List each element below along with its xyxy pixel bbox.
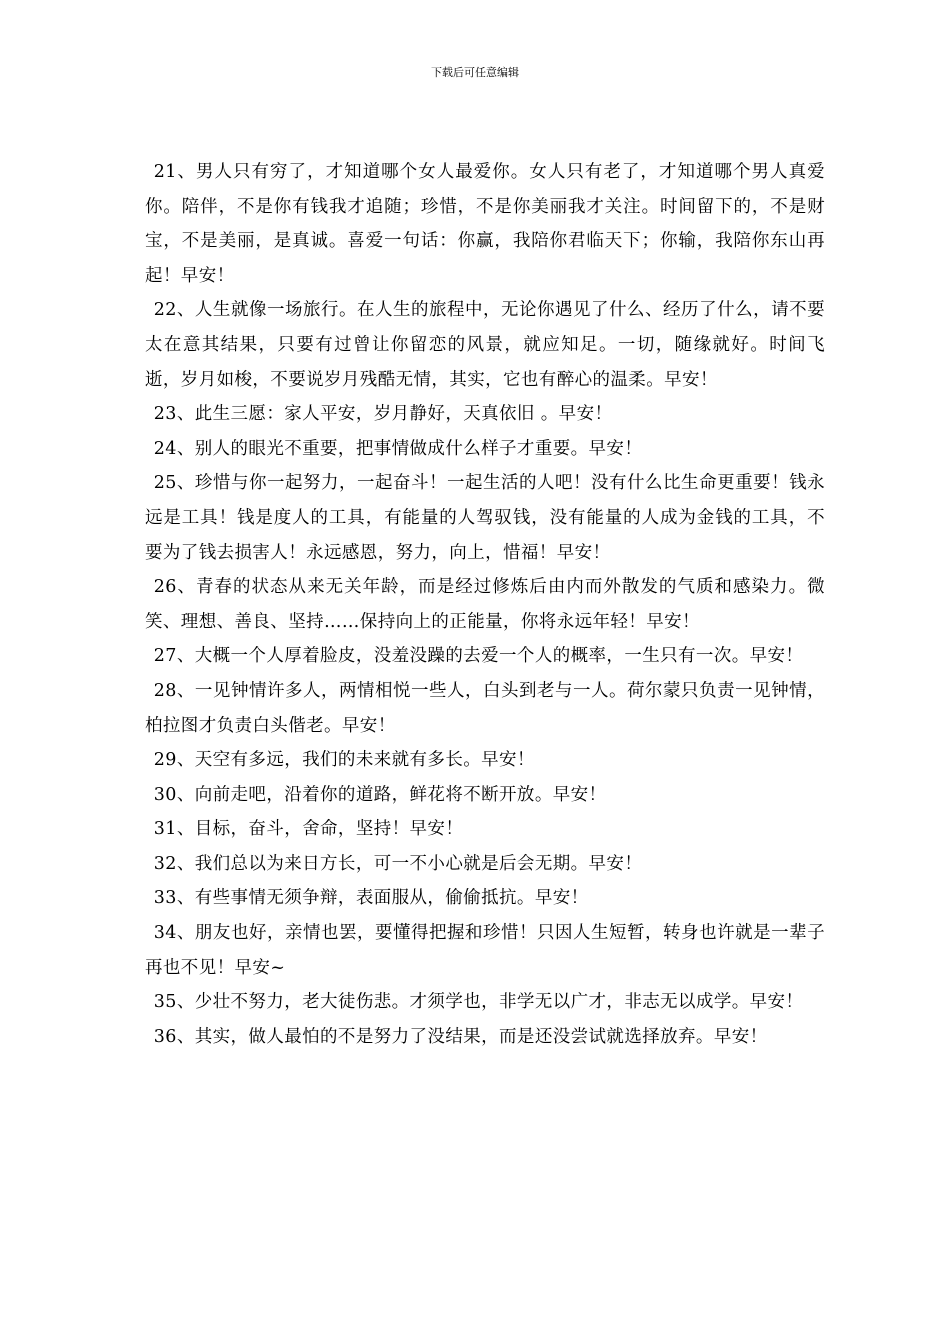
- paragraph-32: 32、我们总以为来日方长，可一不小心就是后会无期。早安！: [153, 853, 643, 874]
- paragraph-35: 35、少壮不努力，老大徒伤悲。才须学也，非学无以广才，非志无以成学。早安！: [153, 992, 804, 1013]
- paragraph-33: 33、有些事情无须争辩，表面服从，偷偷抵抗。早安！: [153, 888, 589, 909]
- paragraph-31: 31、目标，奋斗，舍命，坚持！早安！: [153, 819, 464, 840]
- paragraph-22: 22、人生就像一场旅行。在人生的旅程中，无论你遇见了什么、经历了什么，请不要太在意其结果，只要有过曾让你留恋的风景，就应知足。一切，随缘就好。时间飞逝，岁月如梭，不要说岁月残酷无情，其实，它也有醉心的温柔。早安！: [145, 300, 825, 390]
- paragraph-28: 28、一见钟情许多人，两情相悦一些人，白头到老与一人。荷尔蒙只负责一见钟情，柏拉图才负责白头偕老。早安！: [145, 680, 825, 736]
- paragraph-21: 21、男人只有穷了，才知道哪个女人最爱你。女人只有老了，才知道哪个男人真爱你。陪伴，不是你有钱我才追随；珍惜，不是你美丽我才关注。时间留下的，不是财宝，不是美丽，是真诚。喜爱一句话：你赢，我陪你君临天下；你输，我陪你东山再起！早安！: [145, 162, 825, 286]
- paragraph-25: 25、珍惜与你一起努力，一起奋斗！一起生活的人吧！没有什么比生命更重要！钱永远是工具！钱是度人的工具，有能量的人驾驭钱，没有能量的人成为金钱的工具，不要为了钱去损害人！永远感恩，努力，向上，惜福！早安！: [145, 473, 825, 563]
- paragraph-29: 29、天空有多远，我们的未来就有多长。早安！: [153, 750, 535, 771]
- paragraph-30: 30、向前走吧，沿着你的道路，鲜花将不断开放。早安！: [153, 784, 607, 805]
- paragraph-34: 34、朋友也好，亲情也罢，要懂得把握和珍惜！只因人生短暂，转身也许就是一辈子再也不见！早安~: [145, 923, 825, 978]
- document-body: [145, 155, 825, 1054]
- paragraph-36: 36、其实，做人最怕的不是努力了没结果，而是还没尝试就选择放弃。早安！: [153, 1026, 768, 1047]
- page-header: 下载后可任意编辑: [431, 66, 519, 79]
- paragraph-24: 24、别人的眼光不重要，把事情做成什么样子才重要。早安！: [153, 438, 643, 459]
- paragraph-23: 23、此生三愿：家人平安，岁月静好，天真依旧 。早安！: [153, 404, 613, 425]
- paragraph-27: 27、大概一个人厚着脸皮，没羞没躁的去爱一个人的概率，一生只有一次。早安！: [153, 646, 804, 667]
- paragraph-26: 26、青春的状态从来无关年龄，而是经过修炼后由内而外散发的气质和感染力。微笑、理想、善良、坚持……保持向上的正能量，你将永远年轻！早安！: [145, 577, 825, 632]
